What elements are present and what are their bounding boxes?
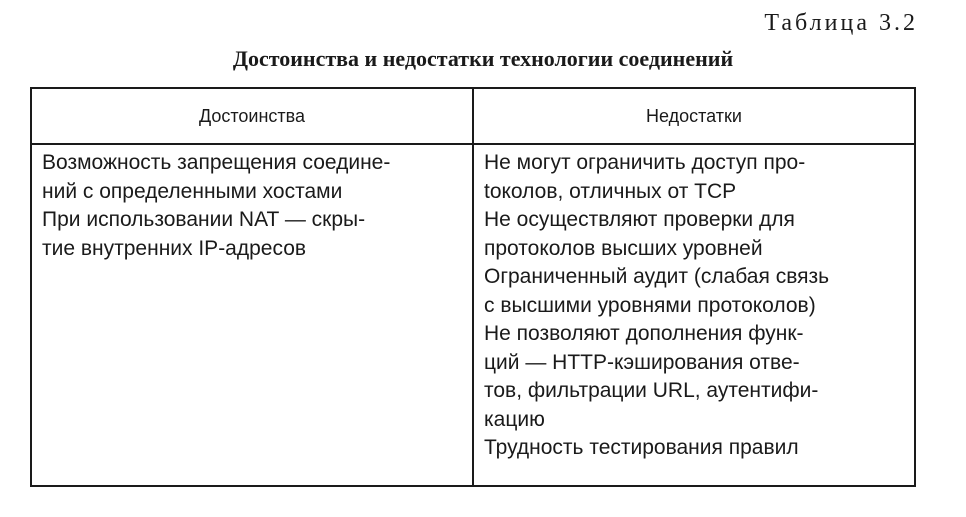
- disadvantages-cell: [473, 144, 915, 486]
- advantages-cell: [31, 144, 473, 486]
- header-disadvantages: Недостатки: [473, 88, 915, 144]
- header-row: [31, 88, 915, 144]
- table-title: Достоинства и недостатки технологии соединений: [232, 46, 734, 71]
- disadvantages-list: [474, 145, 914, 463]
- list-item-disadvantage: Не могут ограничить доступ про- tоколов, отличных от TCP: [484, 151, 806, 203]
- list-item-disadvantage: Ограниченный аудит (слабая связь с высшими уровнями протоколов): [484, 265, 830, 317]
- table-number: Таблица 3.2: [764, 10, 918, 36]
- advantages-list: [32, 145, 472, 263]
- list-item-advantage: При использовании NAT — скры- тие внутренних IP-адресов: [42, 208, 366, 260]
- list-item-disadvantage: Не осуществляют проверки для протоколов высших уровней: [484, 208, 795, 260]
- comparison-table: [30, 87, 916, 487]
- list-item-disadvantage: Трудность тестирования правил: [484, 436, 799, 459]
- list-item-disadvantage: Не позволяют дополнения функ- ций — HTTP-кэширования отве- тов, фильтрации URL, аутентифи- кацию: [484, 322, 819, 431]
- header-advantages: Достоинства: [31, 88, 473, 144]
- list-item-advantage: Возможность запрещения соедине- ний с определенными хостами: [42, 151, 391, 203]
- table-row: [31, 144, 915, 486]
